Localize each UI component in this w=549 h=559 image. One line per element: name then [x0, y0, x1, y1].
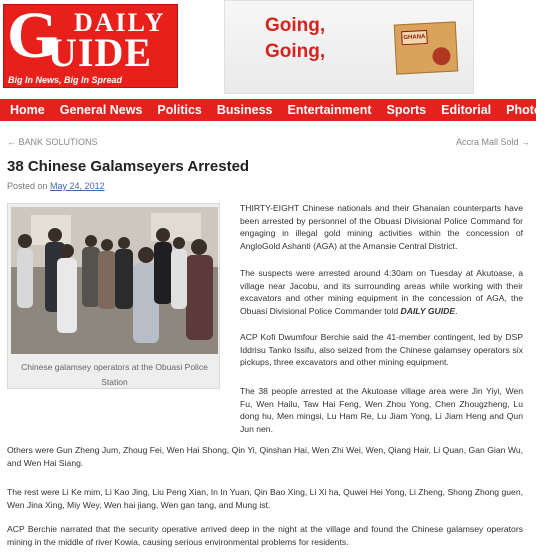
nav-politics[interactable]: Politics: [157, 103, 202, 117]
daily-guide-logo[interactable]: [3, 0, 178, 88]
article-paragraph-7: ACP Berchie narrated that the security operative arrived deep in the night at the village and found the Chinese galamsey operators mining in the middle of river Kowia, causing serious environmental problems for residents.: [7, 524, 523, 547]
main-navigation: [0, 99, 549, 121]
article-paragraph-5: Others were Gun Zheng Jum, Zhoug Fei, Wen Hai Shong, Qin Yi, Qinshan Hai, Wen Zhi Wei, Wen, Qiang Hair, Li Quan, Gan Gian Wu, and Wen Hai Siang.: [7, 445, 523, 468]
post-meta: [7, 181, 105, 191]
logo-daily-text: DAILY: [74, 8, 166, 37]
logo-guide-text: UIDE: [48, 30, 153, 75]
logo-letter-g: G: [7, 0, 59, 72]
logo-tagline: Big In News, Big In Spread: [8, 75, 123, 85]
ad-line-2: Going,: [265, 41, 326, 62]
paragraph-2-text: The suspects were arrested around 4:30am on Tuesday at Akutoase, a village near Jacobu, and its surrounding areas while working with their excavators and other mining equipment in the concession of AGA, the Obuasi Divisional Police Commander told: [240, 268, 523, 316]
next-post-link[interactable]: Accra Mall Sold →: [455, 137, 530, 147]
nav-editorial[interactable]: Editorial: [441, 103, 492, 117]
ghana-stamp: GHANA: [401, 30, 428, 45]
photo-caption: Chinese galamsey operators at the Obuasi Police Station: [21, 362, 208, 387]
article-paragraph-1: THIRTY-EIGHT Chinese nationals and their Ghanaian counterparts have been arrested by personnel of the Obuasi Divisional Police Command for engaging in illegal gold mining activities within the concession of AngloGold Ashanti (AGA) at the Amansie Central District.: [240, 203, 523, 251]
daily-guide-emphasis: DAILY GUIDE: [400, 305, 456, 316]
wax-seal-icon: [432, 47, 451, 66]
previous-post-link[interactable]: ← BANK SOLUTIONS: [7, 137, 98, 147]
nav-entertainment[interactable]: Entertainment: [287, 103, 372, 117]
post-date-link[interactable]: May 24, 2012: [50, 181, 105, 191]
nav-business[interactable]: Business: [216, 103, 273, 117]
advertisement-banner[interactable]: [224, 0, 474, 94]
article-paragraph-6: The rest were Li Ke mim, Li Kao Jing, Liu Peng Xian, In In Yuan, Qin Bao Xing, Li Xi ha, Quwei Hei Yong, Li Zheng, Shong Zhong guen, Wen Jina Xing, Miy Wey, Wen hai jiang, Wen gan tang, and Mung ist.: [7, 487, 523, 510]
parcel-image: [394, 21, 459, 74]
paragraph-2-end: .: [455, 305, 458, 316]
nav-general-news[interactable]: General News: [59, 103, 143, 117]
site-header: [0, 0, 536, 100]
article-photo[interactable]: [11, 207, 218, 354]
photo-illustration: [11, 207, 218, 354]
nav-home[interactable]: Home: [10, 103, 45, 117]
article-photo-frame: [7, 203, 220, 389]
posted-on-label: Posted on: [7, 181, 48, 191]
ad-line-1: Going,: [265, 15, 326, 36]
article-paragraph-3: ACP Kofi Dwumfour Berchie said the 41-member contingent, led by DSP Iddrisu Tanko Issifu, also seized from the Chinese galamsey operators six pickups, three excavators and other mining equipment.: [240, 332, 523, 368]
article-paragraph-4: The 38 people arrested at the Akutoase village area were Jin Yiyi, Wen Fu, Wen Hailu, Taw Hai Feng, Wen Zhou Yong, Chen Zhougzheng, Lu dong hu, Men mingsi, Lu Ham Re, Lu Jiam Yong, Li Jiam Heng and Qun Jun nen.: [240, 386, 523, 434]
nav-photos[interactable]: Photos: [506, 103, 549, 117]
article-title: 38 Chinese Galamseyers Arrested: [7, 158, 250, 175]
nav-sports[interactable]: Sports: [386, 103, 427, 117]
article-paragraph-2: [240, 267, 523, 317]
